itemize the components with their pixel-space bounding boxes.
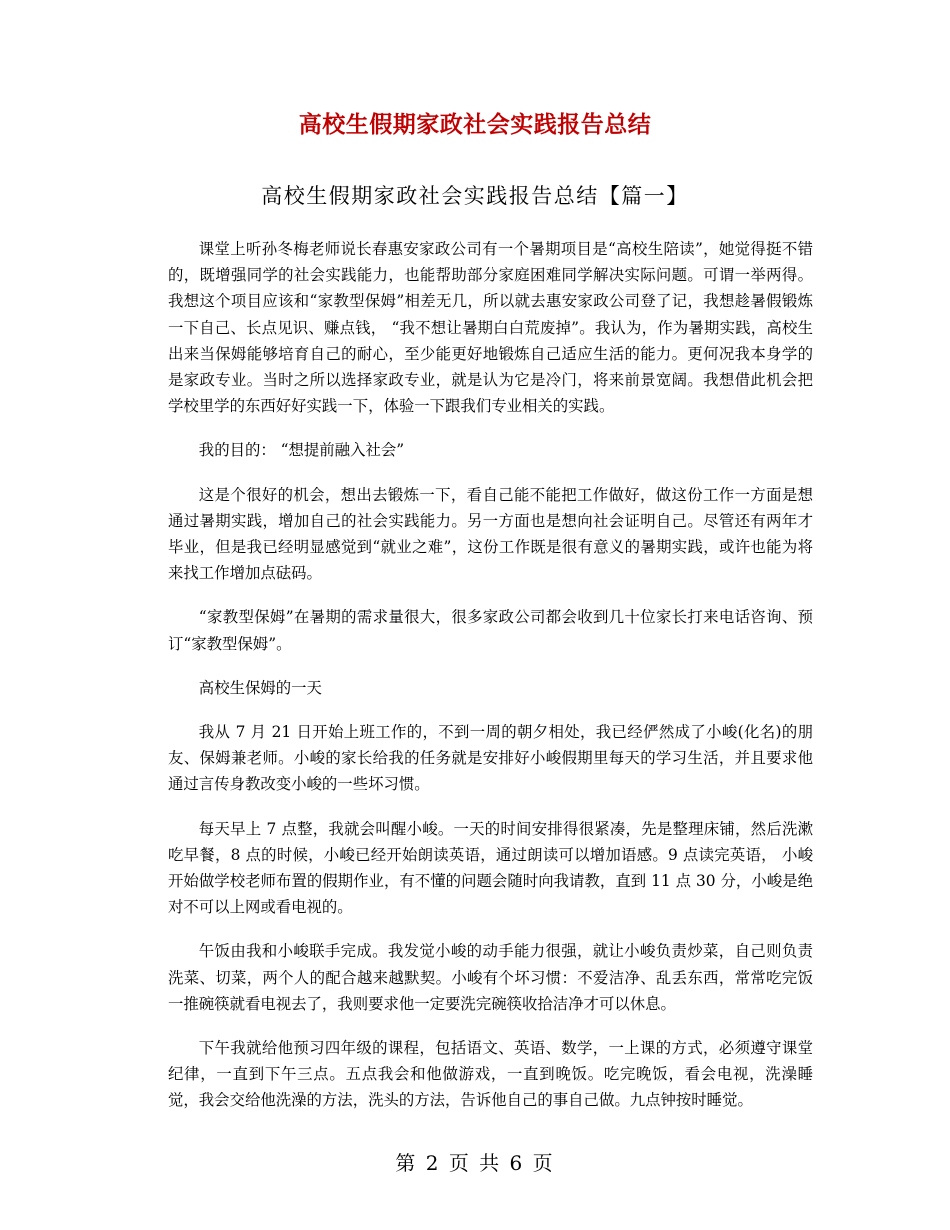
page-number-footer: 第 2 页 共 6 页 <box>395 1151 555 1175</box>
paragraph-lunch: 午饭由我和小峻联手完成。我发觉小峻的动手能力很强，就让小峻负责炒菜，自己则负责洗菜、切菜，两个人的配合越来越默契。小峻有个坏习惯：不爱洁净、乱丢东西，常常吃完饭一推碗筷就看电视去了，我则要求他一定要洗完碗筷收拾洁净才可以休息。 <box>168 942 813 1013</box>
document-title: 高校生假期家政社会实践报告总结 <box>298 111 652 138</box>
paragraph-purpose: 我的目的： “想提前融入社会” <box>198 441 405 460</box>
paragraph-opportunity: 这是个很好的机会，想出去锻炼一下，看自己能不能把工作做好，做这份工作一方面是想通过暑期实践，增加自己的社会实践能力。另一方面也是想向社会证明自己。尽管还有两年才毕业，但是我已经明显感觉到“就业之难”，这份工作既是很有意义的暑期实践，或许也能为将来找工作增加点砝码。 <box>168 485 813 583</box>
section-heading: 高校生假期家政社会实践报告总结【篇一】 <box>261 184 689 208</box>
paragraph-intro: 课堂上听孙冬梅老师说长春惠安家政公司有一个暑期项目是“高校生陪读”，她觉得挺不错的，既增强同学的社会实践能力，也能帮助部分家庭困难同学解决实际问题。可谓一举两得。我想这个项目应该和“家教型保姆”相差无几，所以就去惠安家政公司登了记，我想趁暑假锻炼一下自己、长点见识、赚点钱， “我不想让暑期白白荒废掉”。我认为，作为暑期实践，高校生出来当保姆能够培育自己的耐心，至少能更好地锻炼自己适应生活的能力。更何况我本身学的是家政专业。当时之所以选择家政专业，就是认为它是冷门，将来前景宽阔。我想借此机会把学校里学的东西好好实践一下，体验一下跟我们专业相关的实践。 <box>168 240 813 416</box>
document-body <box>168 236 813 1132</box>
paragraph-day-heading: 高校生保姆的一天 <box>198 678 322 697</box>
paragraph-demand: “家教型保姆”在暑期的需求量很大，很多家政公司都会收到几十位家长打来电话咨询、预订“家教型保姆”。 <box>168 608 813 653</box>
paragraph-start: 我从 7 月 21 日开始上班工作的，不到一周的朝夕相处，我已经俨然成了小峻(化名)的朋友、保姆兼老师。小峻的家长给我的任务就是安排好小峻假期里每天的学习生活，并且要求他通过言传身教改变小峻的一些坏习惯。 <box>168 723 813 794</box>
paragraph-morning: 每天早上 7 点整，我就会叫醒小峻。一天的时间安排得很紧凑，先是整理床铺，然后洗漱吃早餐，8 点的时候，小峻已经开始朗读英语，通过朗读可以增加语感。9 点读完英语， 小峻开始做学校老师布置的假期作业，有不懂的问题会随时向我请教，直到 11 点 30 分，小峻是绝对不可以上网或看电视的。 <box>168 819 813 917</box>
paragraph-afternoon: 下午我就给他预习四年级的课程，包括语文、英语、数学，一上课的方式，必须遵守课堂纪律，一直到下午三点。五点我会和他做游戏，一直到晚饭。吃完晚饭，看会电视，洗澡睡觉，我会交给他洗澡的方法，洗头的方法，告诉他自己的事自己做。九点钟按时睡觉。 <box>168 1039 813 1110</box>
